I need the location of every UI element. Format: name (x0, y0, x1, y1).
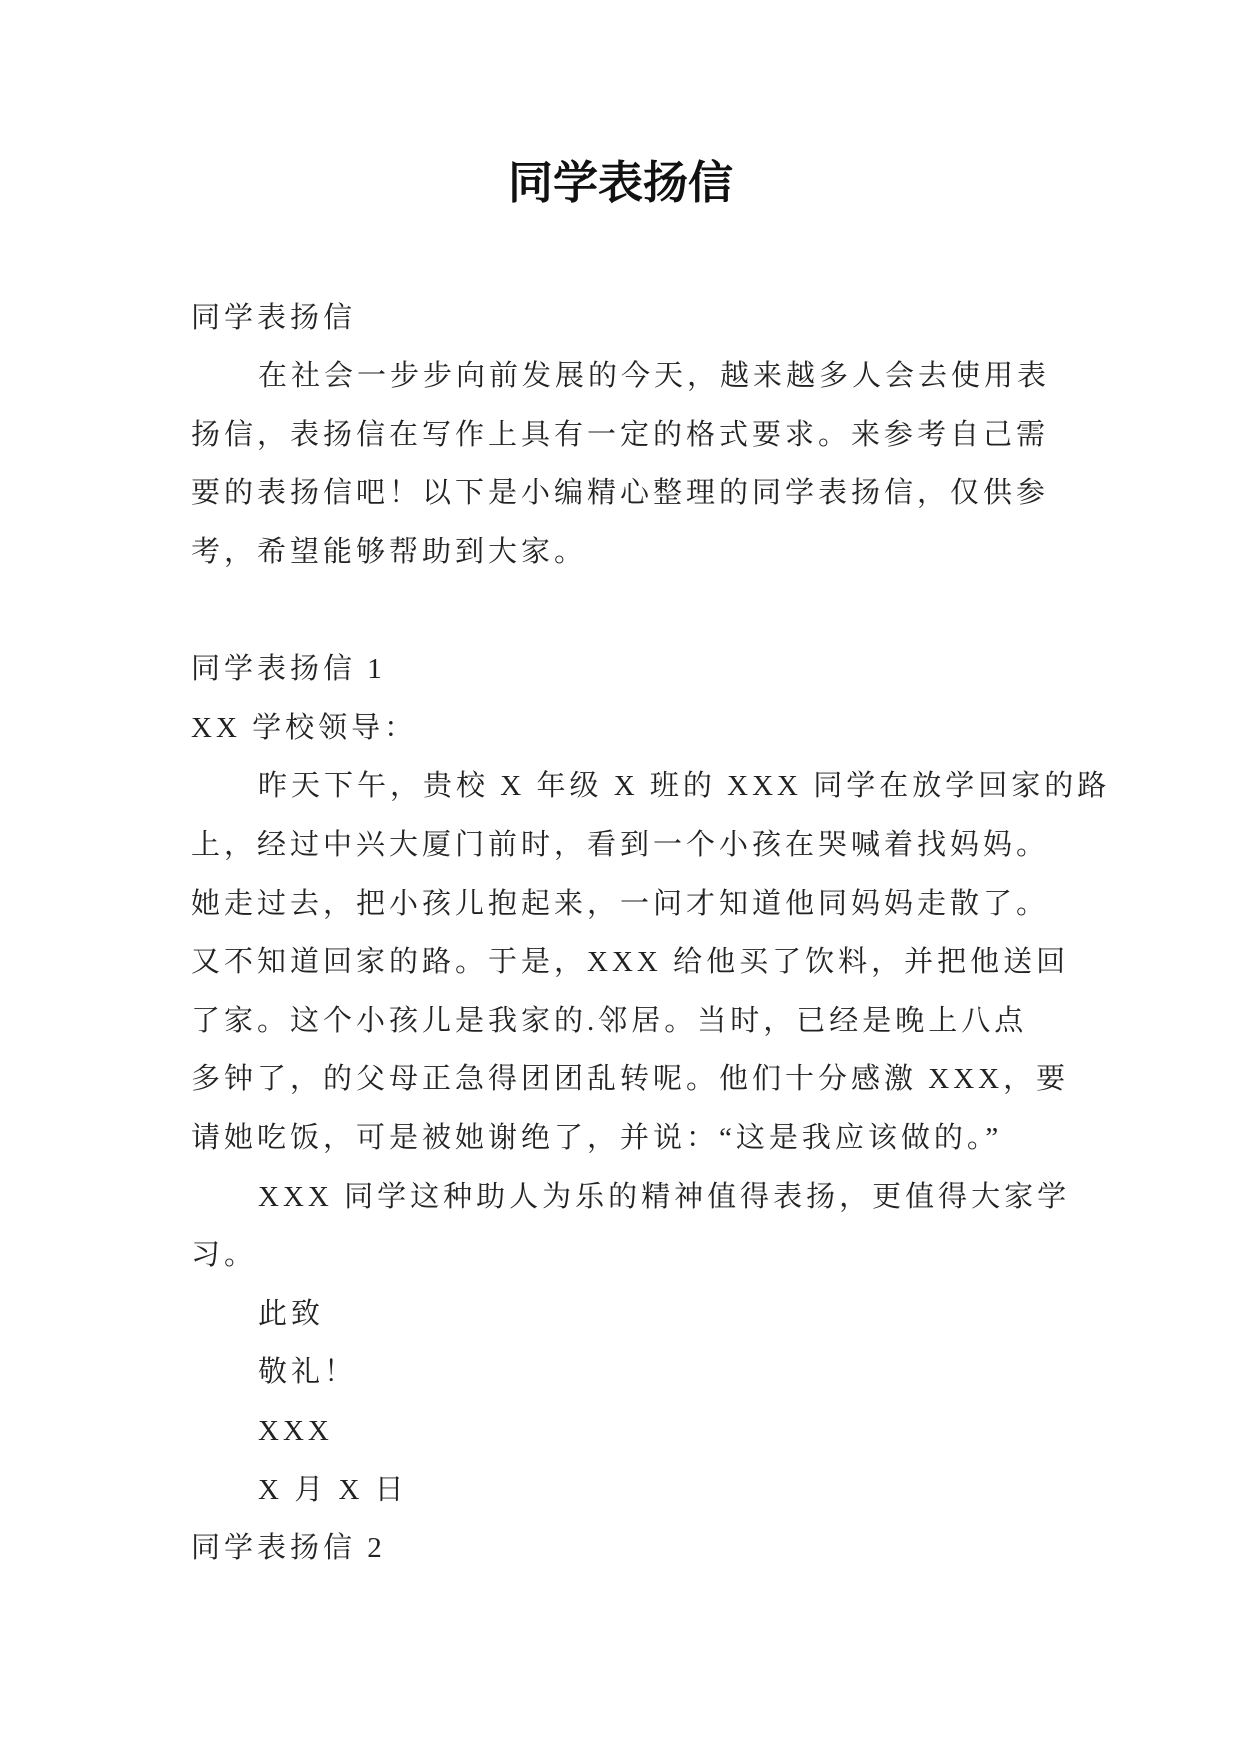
letter-1-praise-line: 习。 (191, 1239, 258, 1272)
intro-paragraph-line: 在社会一步步向前发展的今天，越来越多人会去使用表 (258, 360, 1051, 393)
intro-paragraph (191, 347, 1151, 581)
document-body (191, 289, 1151, 1578)
letter-1-closing-2: 敬礼！ (258, 1356, 358, 1389)
intro-heading: 同学表扬信 (191, 301, 357, 334)
letter-1-heading: 同学表扬信 1 (191, 653, 386, 686)
document-title: 同学表扬信 (507, 156, 733, 209)
letter-1-body-line: 昨天下午，贵校 X 年级 X 班的 XXX 同学在放学回家的路 (258, 770, 1111, 803)
letter-1-date: X 月 X 日 (258, 1473, 408, 1506)
letter-1-praise-line: XXX 同学这种助人为乐的精神值得表扬，更值得大家学 (258, 1180, 1071, 1213)
letter-1-signature: XXX (258, 1414, 333, 1447)
letter-2-heading: 同学表扬信 2 (191, 1532, 386, 1565)
letter-1-salutation: XX 学校领导： (191, 711, 418, 744)
letter-1-body-line: 又不知道回家的路。于是，XXX 给他买了饮料，并把他送回 (191, 946, 1070, 979)
blank-line (191, 582, 1151, 641)
letter-1-body-line: 多钟了，的父母正急得团团乱转呢。他们十分感激 XXX，要 (191, 1063, 1070, 1096)
intro-paragraph-line: 考，希望能够帮助到大家。 (191, 536, 588, 569)
letter-1-closing-1: 此致 (258, 1297, 325, 1330)
letter-1-body-line: 上，经过中兴大厦门前时，看到一个小孩在哭喊着找妈妈。 (191, 829, 1050, 862)
letter-1-body-line: 请她吃饭，可是被她谢绝了，并说：“这是我应该做的。” (191, 1122, 1003, 1154)
intro-paragraph-line: 扬信，表扬信在写作上具有一定的格式要求。来参考自己需 (191, 418, 1050, 451)
letter-1-body-line: 她走过去，把小孩儿抱起来，一问才知道他同妈妈走散了。 (191, 887, 1050, 920)
intro-paragraph-line: 要的表扬信吧！以下是小编精心整理的同学表扬信，仅供参 (191, 477, 1050, 510)
letter-1-praise-paragraph (191, 1168, 1151, 1285)
letter-1-body-line: 了家。这个小孩儿是我家的.邻居。当时，已经是晚上八点 (191, 1004, 1028, 1037)
letter-1-body-paragraph (191, 757, 1151, 1167)
